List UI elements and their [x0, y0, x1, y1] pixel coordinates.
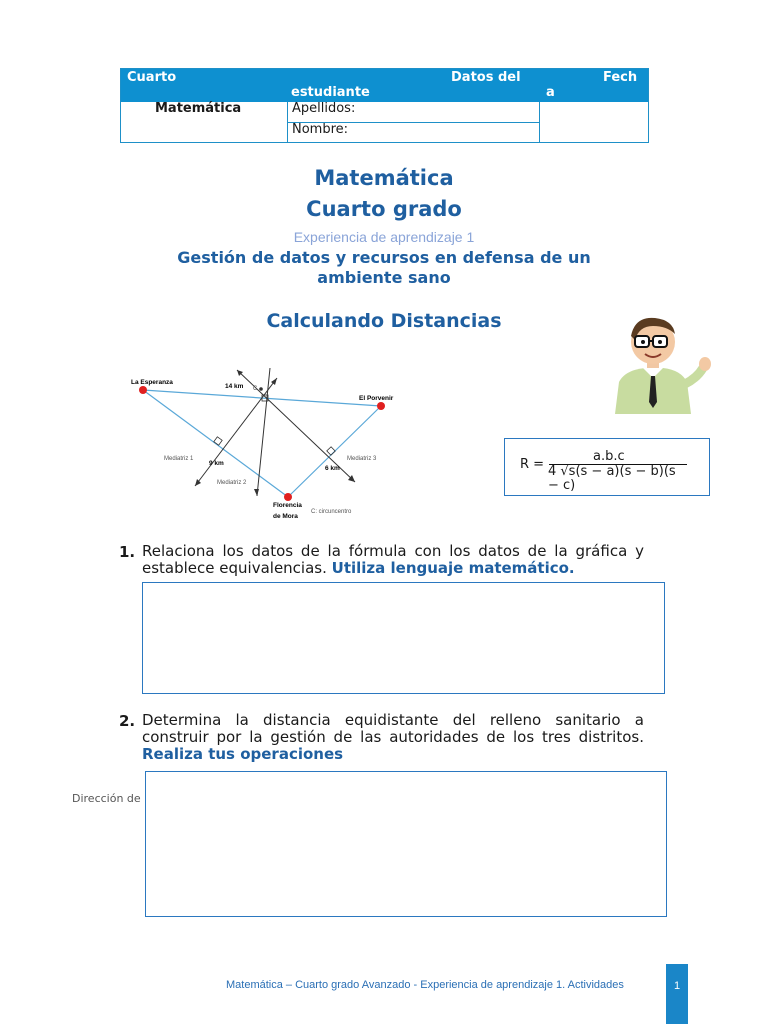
question-1-number: 1. [119, 543, 136, 561]
question-2-line1: Determina la distancia equidistante del relleno sanitario a [142, 711, 644, 729]
point-la-esperanza [139, 386, 147, 394]
label-6km: 6 km [325, 465, 340, 472]
ghost-text: Dirección de [72, 792, 141, 805]
student-data-table [120, 68, 649, 143]
label-c: C [253, 386, 258, 392]
formula-lhs: R = [520, 457, 545, 472]
name-field[interactable]: Nombre: [292, 122, 349, 137]
header-student-data-2: estudiante [291, 85, 370, 100]
label-mediatriz-2: Mediatriz 2 [217, 480, 247, 486]
answer-box-2[interactable] [145, 771, 667, 917]
question-2-line2: construir por la gestión de las autoridades de los tres distritos. [142, 728, 644, 746]
teacher-illustration [605, 312, 715, 414]
question-1-line1: Relaciona los datos de la fórmula con los datos de la gráfica y [142, 542, 644, 560]
formula-denominator-1: 4 √s(s − a)(s − b)(s [548, 464, 676, 479]
answer-box-1[interactable] [142, 582, 665, 694]
formula-box [504, 438, 710, 496]
formula-denominator-2: − c) [548, 478, 576, 493]
section-title: Calculando Distancias [266, 310, 502, 332]
label-la-esperanza: La Esperanza [131, 379, 173, 386]
label-9km: 9 km [209, 460, 224, 467]
footer-text: Matemática – Cuarto grado Avanzado - Experiencia de aprendizaje 1. Actividades [226, 979, 624, 991]
experience-label: Experiencia de aprendizaje 1 [293, 229, 475, 245]
triangle-diagram [125, 358, 410, 523]
label-el-porvenir: El Porvenir [359, 395, 394, 402]
grade-title: Cuarto grado [306, 197, 462, 221]
label-mediatriz-1: Mediatriz 1 [164, 456, 194, 462]
header-date: Fech [603, 70, 638, 85]
page-title: Matemática [314, 166, 454, 190]
subject-cell: Matemática [155, 101, 242, 116]
point-el-porvenir [377, 402, 385, 410]
question-1-emphasis: Utiliza lenguaje matemático. [331, 559, 575, 577]
header-grade: Cuarto [127, 70, 177, 85]
point-florencia [284, 493, 292, 501]
label-mediatriz-3: Mediatriz 3 [347, 456, 377, 462]
label-circumcenter-note: C: circuncentro [311, 509, 352, 515]
question-1-text [142, 543, 644, 577]
label-14km: 14 km [225, 383, 244, 390]
question-2-emphasis: Realiza tus operaciones [142, 745, 344, 763]
question-2-text [142, 712, 644, 763]
header-date-2: a [546, 85, 555, 100]
label-de-mora: de Mora [273, 513, 298, 520]
point-circumcenter [259, 387, 263, 391]
formula-numerator: a.b.c [593, 449, 625, 464]
divider [539, 102, 540, 142]
topic-title-line2: ambiente sano [317, 268, 451, 287]
question-1-line2-text: establece equivalencias. [142, 559, 327, 577]
page-number: 1 [666, 964, 688, 1024]
topic-title-line1: Gestión de datos y recursos en defensa de un [177, 248, 591, 267]
bisector-2 [257, 368, 270, 496]
question-1-line2 [142, 560, 644, 577]
label-florencia: Florencia [273, 502, 302, 509]
header-student-data: Datos del [451, 70, 521, 85]
table-header-row [121, 69, 648, 102]
surname-field[interactable]: Apellidos: [292, 101, 356, 116]
question-2-number: 2. [119, 712, 136, 730]
